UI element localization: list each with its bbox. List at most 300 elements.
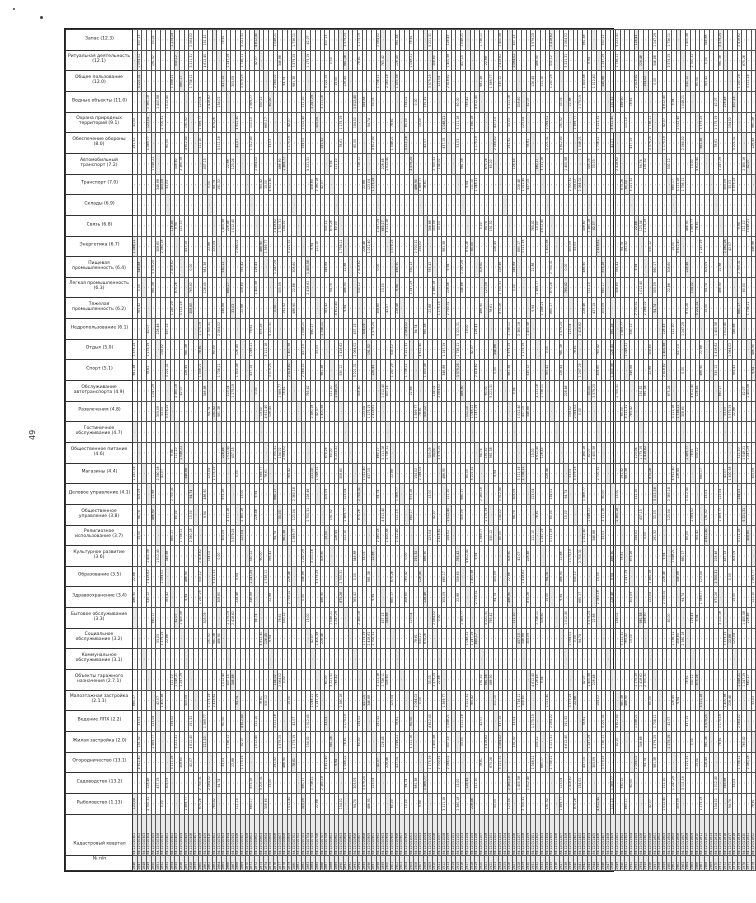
- row-cadastral-code: 64:12:011205: [508, 814, 513, 855]
- table-cell: -: [250, 504, 255, 525]
- table-cell: 660,17: [536, 154, 541, 175]
- table-cell: -: [578, 154, 583, 175]
- table-cell: -: [193, 793, 198, 814]
- table-cell: -: [606, 112, 611, 133]
- table-cell: -: [203, 587, 208, 608]
- table-cell: -: [231, 690, 236, 711]
- table-cell: -: [658, 50, 663, 71]
- table-cell: -: [208, 277, 213, 298]
- table-cell: 191,52: [508, 133, 513, 154]
- row-cadastral-code: 64:12:011605: [672, 814, 677, 855]
- table-cell: -: [662, 608, 667, 629]
- table-cell: 1 048,21: [681, 92, 686, 113]
- table-cell: -: [662, 257, 667, 278]
- table-cell: -: [376, 690, 381, 711]
- table-cell: 530,12: [489, 525, 494, 546]
- table-cell: -: [536, 566, 541, 587]
- table-cell: -: [348, 649, 353, 670]
- table-cell: -: [456, 731, 461, 752]
- row-cadastral-code: 64:12:010602: [254, 814, 259, 855]
- table-cell: -: [161, 360, 166, 381]
- table-cell: -: [470, 442, 475, 463]
- table-cell: -: [461, 587, 466, 608]
- table-cell: 1 048,21: [250, 339, 255, 360]
- table-cell: -: [442, 154, 447, 175]
- table-cell: -: [283, 277, 288, 298]
- table-cell: -: [268, 195, 273, 216]
- table-cell: 111,10: [250, 112, 255, 133]
- table-cell: -: [306, 92, 311, 113]
- table-cell: -: [325, 773, 330, 794]
- table-cell: -: [517, 608, 522, 629]
- table-cell: 660,17: [578, 587, 583, 608]
- table-cell: 228,46: [611, 587, 616, 608]
- table-cell: 9,94: [268, 628, 273, 649]
- table-cell: -: [156, 422, 161, 443]
- table-cell: -: [320, 793, 325, 814]
- table-cell: -: [686, 195, 691, 216]
- table-cell: -: [531, 339, 536, 360]
- table-cell: -: [170, 133, 175, 154]
- table-cell: -: [362, 381, 367, 402]
- table-cell: -: [395, 793, 400, 814]
- table-cell: 1 400,58: [517, 773, 522, 794]
- table-cell: -: [672, 422, 677, 443]
- row-number: 1904: [404, 855, 409, 870]
- table-cell: -: [133, 195, 138, 216]
- table-cell: 0,00: [376, 257, 381, 278]
- table-cell: 94,74: [254, 608, 259, 629]
- table-cell: -: [540, 422, 545, 443]
- table-cell: 1 012,40: [686, 484, 691, 505]
- table-cell: -: [414, 566, 419, 587]
- table-cell: -: [208, 711, 213, 732]
- table-cell: -: [672, 30, 677, 51]
- table-cell: -: [465, 360, 470, 381]
- table-cell: -: [151, 71, 156, 92]
- table-cell: -: [676, 711, 681, 732]
- table-cell: -: [334, 236, 339, 257]
- table-cell: -: [667, 360, 672, 381]
- table-cell: -: [540, 628, 545, 649]
- table-cell: -: [592, 236, 597, 257]
- table-cell: -: [273, 731, 278, 752]
- table-cell: -: [414, 298, 419, 319]
- table-cell: 154,02: [208, 546, 213, 567]
- table-cell: 1 247,29: [250, 566, 255, 587]
- table-cell: -: [179, 484, 184, 505]
- table-cell: -: [198, 71, 203, 92]
- row-number: 1886: [320, 855, 325, 870]
- table-cell: -: [390, 50, 395, 71]
- table-cell: -: [278, 257, 283, 278]
- table-cell: -: [264, 422, 269, 443]
- table-cell: -: [592, 339, 597, 360]
- table-cell: -: [658, 711, 663, 732]
- table-cell: -: [142, 525, 147, 546]
- table-cell: -: [447, 649, 452, 670]
- table-cell: -: [418, 92, 423, 113]
- table-cell: -: [142, 92, 147, 113]
- table-cell: -: [526, 381, 531, 402]
- table-cell: 875,26: [222, 484, 227, 505]
- table-cell: -: [568, 649, 573, 670]
- table-cell: -: [147, 752, 152, 773]
- table-cell: -: [400, 360, 405, 381]
- table-cell: 191,52: [133, 133, 138, 154]
- table-cell: 981,38: [203, 257, 208, 278]
- table-cell: -: [250, 608, 255, 629]
- table-cell: -: [264, 298, 269, 319]
- table-cell: -: [287, 401, 292, 422]
- column-header: [66, 525, 133, 546]
- table-cell: -: [559, 401, 564, 422]
- table-cell: -: [573, 298, 578, 319]
- table-cell: -: [550, 566, 555, 587]
- row-cadastral-code: 64:12:011209: [526, 814, 531, 855]
- table-cell: -: [611, 257, 616, 278]
- table-cell: -: [634, 339, 639, 360]
- table-cell: -: [597, 442, 602, 463]
- table-cell: -: [175, 752, 180, 773]
- table-cell: -: [662, 422, 667, 443]
- table-cell: -: [451, 339, 456, 360]
- table-cell: -: [311, 752, 316, 773]
- table-cell: -: [615, 670, 620, 691]
- table-cell: -: [381, 174, 386, 195]
- table-cell: -: [409, 628, 414, 649]
- row-cadastral-code: 64:12:010307: [161, 814, 166, 855]
- table-cell: -: [137, 566, 142, 587]
- table-cell: -: [676, 360, 681, 381]
- table-cell: -: [189, 360, 194, 381]
- table-cell: -: [325, 360, 330, 381]
- table-cell: -: [606, 670, 611, 691]
- table-cell: -: [400, 422, 405, 443]
- table-cell: -: [297, 670, 302, 691]
- table-cell: 1 400,58: [564, 154, 569, 175]
- table-cell: -: [386, 112, 391, 133]
- row-number: 1867: [231, 855, 236, 870]
- table-cell: -: [456, 752, 461, 773]
- column-header-label: Тяжелая промышленность (6.2): [72, 302, 126, 313]
- table-cell: -: [367, 670, 372, 691]
- table-cell: -: [184, 649, 189, 670]
- table-cell: -: [428, 649, 433, 670]
- table-cell: 3 579,25: [428, 71, 433, 92]
- table-cell: -: [475, 381, 480, 402]
- table-cell: 228,46: [447, 277, 452, 298]
- table-cell: -: [358, 298, 363, 319]
- table-cell: 3 579,25: [433, 670, 438, 691]
- table-cell: -: [404, 30, 409, 51]
- table-cell: -: [179, 422, 184, 443]
- table-cell: 2 418,62: [273, 215, 278, 236]
- table-cell: -: [418, 608, 423, 629]
- table-cell: -: [184, 628, 189, 649]
- table-cell: -: [470, 546, 475, 567]
- row-number: 1916: [461, 855, 466, 870]
- table-cell: 2 700,31: [273, 442, 278, 463]
- table-cell: -: [198, 525, 203, 546]
- table-cell: -: [184, 154, 189, 175]
- table-cell: -: [662, 504, 667, 525]
- table-cell: 308,60: [156, 236, 161, 257]
- table-cell: -: [231, 504, 236, 525]
- table-cell: -: [498, 154, 503, 175]
- column-header-label: Коммунальное обслуживание (3.1): [75, 653, 123, 664]
- table-cell: 4 612,40: [203, 50, 208, 71]
- table-cell: 2 700,31: [615, 381, 620, 402]
- table-cell: -: [672, 112, 677, 133]
- table-cell: -: [498, 92, 503, 113]
- table-cell: -: [334, 112, 339, 133]
- table-cell: -: [142, 422, 147, 443]
- table-cell: -: [540, 236, 545, 257]
- table-cell: -: [339, 257, 344, 278]
- table-cell: -: [245, 484, 250, 505]
- table-cell: -: [615, 298, 620, 319]
- table-cell: -: [625, 30, 630, 51]
- table-cell: 22,88: [372, 546, 377, 567]
- table-cell: -: [564, 442, 569, 463]
- table-cell: 4 612,40: [325, 752, 330, 773]
- table-cell: -: [400, 257, 405, 278]
- table-cell: -: [381, 236, 386, 257]
- table-cell: -: [376, 546, 381, 567]
- table-cell: -: [625, 133, 630, 154]
- table-cell: -: [329, 422, 334, 443]
- table-cell: -: [367, 92, 372, 113]
- table-cell: -: [175, 298, 180, 319]
- table-cell: 2 700,31: [447, 298, 452, 319]
- table-cell: -: [334, 133, 339, 154]
- table-cell: -: [489, 92, 494, 113]
- table-cell: 9,94: [587, 50, 592, 71]
- table-cell: 123,04: [147, 112, 152, 133]
- table-cell: -: [325, 690, 330, 711]
- table-cell: 228,46: [517, 174, 522, 195]
- row-number: 1885: [315, 855, 320, 870]
- table-cell: -: [245, 174, 250, 195]
- row-number: 1920: [479, 855, 484, 870]
- table-cell: 875,26: [489, 752, 494, 773]
- table-cell: -: [189, 195, 194, 216]
- table-cell: -: [137, 319, 142, 340]
- table-cell: -: [531, 587, 536, 608]
- table-cell: -: [475, 236, 480, 257]
- table-cell: -: [414, 112, 419, 133]
- row-number: 1907: [418, 855, 423, 870]
- table-cell: 191,52: [189, 711, 194, 732]
- table-cell: -: [297, 422, 302, 443]
- table-cell: 1 247,29: [315, 690, 320, 711]
- table-cell: 2 064,02: [278, 670, 283, 691]
- table-cell: -: [151, 298, 156, 319]
- table-cell: 1 175,19: [372, 174, 377, 195]
- table-cell: -: [147, 30, 152, 51]
- table-cell: -: [283, 319, 288, 340]
- table-cell: 437,15: [184, 236, 189, 257]
- table-cell: -: [423, 442, 428, 463]
- table-cell: -: [573, 649, 578, 670]
- table-cell: 1 012,40: [522, 174, 527, 195]
- table-cell: 154,02: [358, 711, 363, 732]
- column-header: [66, 133, 133, 154]
- table-cell: -: [690, 319, 695, 340]
- table-cell: -: [156, 30, 161, 51]
- table-cell: -: [437, 195, 442, 216]
- table-cell: 875,26: [526, 587, 531, 608]
- table-cell: 42,07: [615, 731, 620, 752]
- table-cell: -: [179, 773, 184, 794]
- table-cell: -: [447, 587, 452, 608]
- table-cell: 1 569,77: [690, 215, 695, 236]
- table-cell: -: [658, 608, 663, 629]
- table-cell: -: [578, 566, 583, 587]
- table-cell: 228,46: [381, 154, 386, 175]
- table-cell: 154,02: [306, 731, 311, 752]
- table-cell: 305,09: [493, 566, 498, 587]
- table-cell: 4 612,40: [564, 731, 569, 752]
- table-cell: -: [334, 277, 339, 298]
- table-cell: -: [193, 277, 198, 298]
- table-cell: -: [400, 442, 405, 463]
- table-cell: -: [372, 690, 377, 711]
- table-cell: -: [578, 608, 583, 629]
- table-cell: -: [189, 319, 194, 340]
- table-cell: -: [231, 174, 236, 195]
- table-cell: -: [348, 112, 353, 133]
- table-cell: -: [479, 566, 484, 587]
- table-cell: -: [301, 401, 306, 422]
- table-cell: -: [297, 566, 302, 587]
- table-cell: 1 400,58: [526, 319, 531, 340]
- column-header-label: Склады (6.9): [83, 201, 115, 207]
- table-cell: -: [386, 793, 391, 814]
- table-cell: -: [643, 793, 648, 814]
- table-cell: -: [554, 463, 559, 484]
- table-cell: 33,03: [151, 30, 156, 51]
- table-cell: -: [240, 587, 245, 608]
- table-cell: -: [245, 731, 250, 752]
- table-cell: 530,12: [339, 360, 344, 381]
- table-cell: 1 247,29: [653, 30, 658, 51]
- table-cell: -: [203, 422, 208, 443]
- table-cell: -: [456, 195, 461, 216]
- table-cell: -: [386, 339, 391, 360]
- table-cell: -: [653, 587, 658, 608]
- table-cell: -: [339, 711, 344, 732]
- table-cell: 5 221,31: [550, 731, 555, 752]
- table-cell: -: [348, 690, 353, 711]
- table-cell: -: [461, 133, 466, 154]
- table-cell: -: [273, 608, 278, 629]
- table-cell: -: [250, 442, 255, 463]
- table-cell: -: [203, 401, 208, 422]
- table-cell: -: [545, 401, 550, 422]
- table-cell: -: [226, 195, 231, 216]
- table-cell: -: [236, 422, 241, 443]
- table-cell: 123,04: [428, 525, 433, 546]
- table-cell: 1 012,40: [447, 504, 452, 525]
- column-header: [66, 608, 133, 629]
- table-cell: -: [489, 504, 494, 525]
- table-cell: -: [428, 133, 433, 154]
- table-cell: -: [479, 319, 484, 340]
- table-cell: 22,88: [648, 360, 653, 381]
- column-header-label: Запас (12.3): [84, 36, 114, 42]
- table-cell: -: [578, 339, 583, 360]
- table-cell: -: [629, 339, 634, 360]
- table-cell: -: [142, 195, 147, 216]
- table-cell: 4 612,40: [676, 236, 681, 257]
- table-cell: -: [559, 30, 564, 51]
- table-cell: -: [578, 731, 583, 752]
- table-cell: -: [493, 422, 498, 443]
- table-cell: -: [531, 112, 536, 133]
- table-cell: -: [498, 463, 503, 484]
- table-cell: -: [292, 690, 297, 711]
- table-cell: -: [587, 236, 592, 257]
- table-cell: -: [592, 484, 597, 505]
- table-cell: -: [686, 731, 691, 752]
- table-cell: 875,26: [339, 587, 344, 608]
- table-cell: -: [137, 360, 142, 381]
- table-cell: -: [264, 30, 269, 51]
- table-cell: -: [151, 525, 156, 546]
- table-cell: -: [625, 442, 630, 463]
- column-header-label: Недропользование (6.1): [70, 325, 128, 331]
- table-cell: -: [639, 525, 644, 546]
- table-cell: -: [597, 401, 602, 422]
- row-number: 1918: [470, 855, 475, 870]
- table-cell: -: [283, 401, 288, 422]
- table-cell: -: [620, 731, 625, 752]
- table-cell: 123,04: [362, 401, 367, 422]
- table-cell: -: [179, 587, 184, 608]
- table-cell: -: [484, 484, 489, 505]
- table-cell: -: [479, 628, 484, 649]
- table-cell: -: [390, 215, 395, 236]
- table-cell: -: [433, 793, 438, 814]
- table-cell: -: [587, 319, 592, 340]
- table-cell: -: [137, 608, 142, 629]
- table-cell: 9,94: [512, 381, 517, 402]
- table-cell: -: [301, 649, 306, 670]
- table-cell: -: [372, 154, 377, 175]
- row-cadastral-code: 64:12:011607: [681, 814, 686, 855]
- table-cell: -: [325, 112, 330, 133]
- table-cell: -: [461, 773, 466, 794]
- table-cell: 78,61: [526, 133, 531, 154]
- table-cell: -: [686, 546, 691, 567]
- table-cell: -: [583, 381, 588, 402]
- table-cell: -: [423, 257, 428, 278]
- table-cell: -: [690, 649, 695, 670]
- table-cell: -: [315, 442, 320, 463]
- table-cell: 1 012,40: [526, 773, 531, 794]
- table-cell: -: [198, 50, 203, 71]
- table-cell: -: [254, 360, 259, 381]
- table-cell: -: [409, 670, 414, 691]
- table-cell: -: [283, 195, 288, 216]
- table-cell: -: [625, 711, 630, 732]
- table-cell: -: [503, 339, 508, 360]
- table-cell: -: [353, 608, 358, 629]
- table-cell: -: [437, 773, 442, 794]
- table-cell: 1 175,19: [639, 442, 644, 463]
